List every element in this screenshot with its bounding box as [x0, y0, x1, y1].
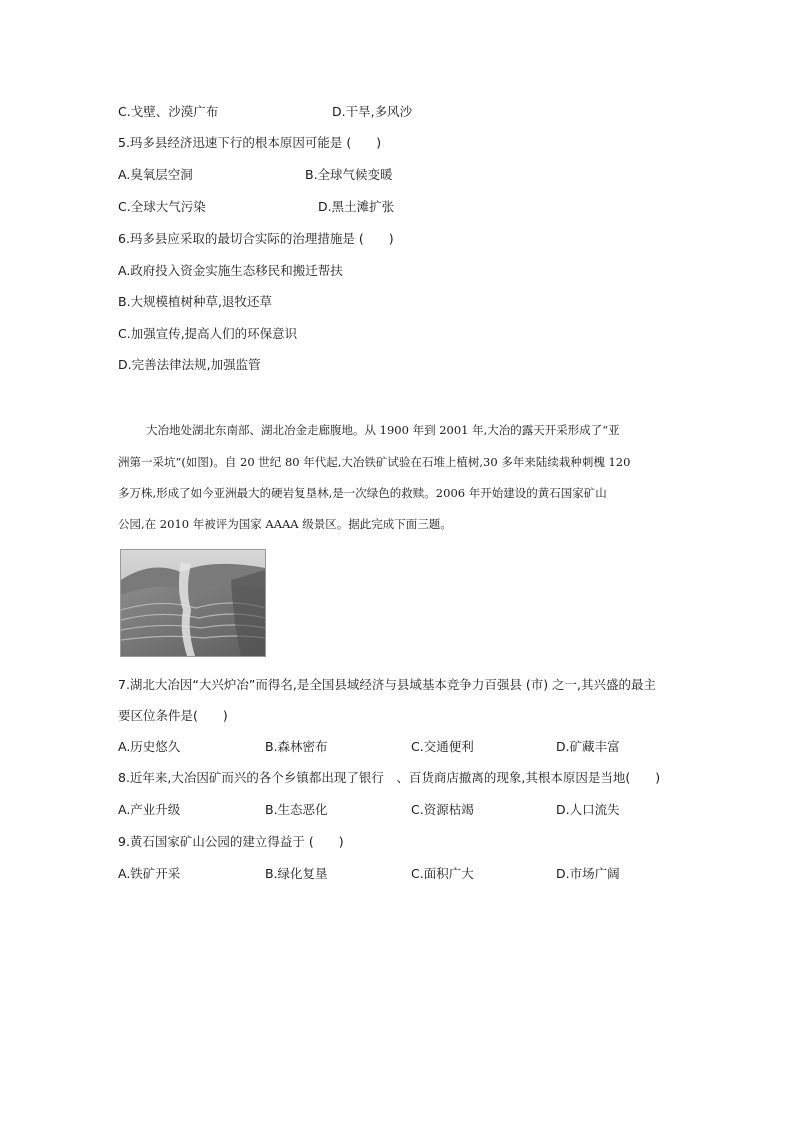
q9-option-d: D.市场广阔: [556, 866, 620, 881]
q7-option-c: C.交通便利: [411, 739, 474, 754]
q7-option-b: B.森林密布: [265, 739, 328, 754]
q4-option-c: C.戈壁、沙漠广布: [118, 104, 219, 119]
q8-option-b: B.生态恶化: [265, 802, 328, 817]
q9-option-c: C.面积广大: [411, 866, 474, 881]
passage-line-2: 洲第一采坑”(如图)。自 20 世纪 80 年代起,大冶铁矿试验在石堆上植树,30 多年来陆续栽种刺槐 120: [118, 455, 631, 469]
q9-option-a: A.铁矿开采: [118, 866, 181, 881]
q5-option-b: B.全球气候变暖: [305, 167, 393, 182]
q8-option-a: A.产业升级: [118, 802, 181, 817]
q7-option-d: D.矿藏丰富: [556, 739, 620, 754]
q7-stem-line-1: 7.湖北大冶因“大兴炉冶”而得名,是全国县域经济与县域基本竞争力百强县 (市) 之一,其兴盛的最主: [118, 677, 657, 692]
q6-option-b: B.大规模植树种草,退牧还草: [118, 294, 273, 309]
q5-option-a: A.臭氧层空洞: [118, 167, 193, 182]
open-pit-mine-photo: [120, 549, 266, 657]
q7-stem-line-2: 要区位条件是( ): [118, 708, 228, 723]
open-pit-mine-illustration: [121, 550, 265, 656]
q6-option-c: C.加强宣传,提高人们的环保意识: [118, 326, 298, 341]
q7-option-a: A.历史悠久: [118, 739, 181, 754]
q6-option-a: A.政府投入资金实施生态移民和搬迁帮扶: [118, 263, 343, 278]
q6-option-d: D.完善法律法规,加强监管: [118, 357, 261, 372]
passage-line-4: 公园,在 2010 年被评为国家 AAAA 级景区。据此完成下面三题。: [118, 517, 452, 531]
passage-line-3: 多万株,形成了如今亚洲最大的硬岩复垦林,是一次绿色的救赎。2006 年开始建设的黄石国家矿山: [118, 486, 607, 500]
q5-option-d: D.黑土滩扩张: [318, 199, 395, 214]
q8-option-d: D.人口流失: [556, 802, 620, 817]
q8-stem: 8.近年来,大冶因矿而兴的各个乡镇都出现了银行 、百货商店撤离的现象,其根本原因是当地( ): [118, 770, 661, 785]
q9-stem: 9.黄石国家矿山公园的建立得益于 ( ): [118, 834, 344, 849]
q8-option-c: C.资源枯竭: [411, 802, 474, 817]
passage-line-1: 大冶地处湖北东南部、湖北冶金走廊腹地。从 1900 年到 2001 年,大冶的露天开采形成了“亚: [146, 423, 620, 437]
q4-option-d: D.干旱,多风沙: [332, 104, 413, 119]
q6-stem: 6.玛多县应采取的最切合实际的治理措施是 ( ): [118, 231, 394, 246]
q9-option-b: B.绿化复垦: [265, 866, 328, 881]
q5-option-c: C.全球大气污染: [118, 199, 206, 214]
q5-stem: 5.玛多县经济迅速下行的根本原因可能是 ( ): [118, 135, 382, 150]
